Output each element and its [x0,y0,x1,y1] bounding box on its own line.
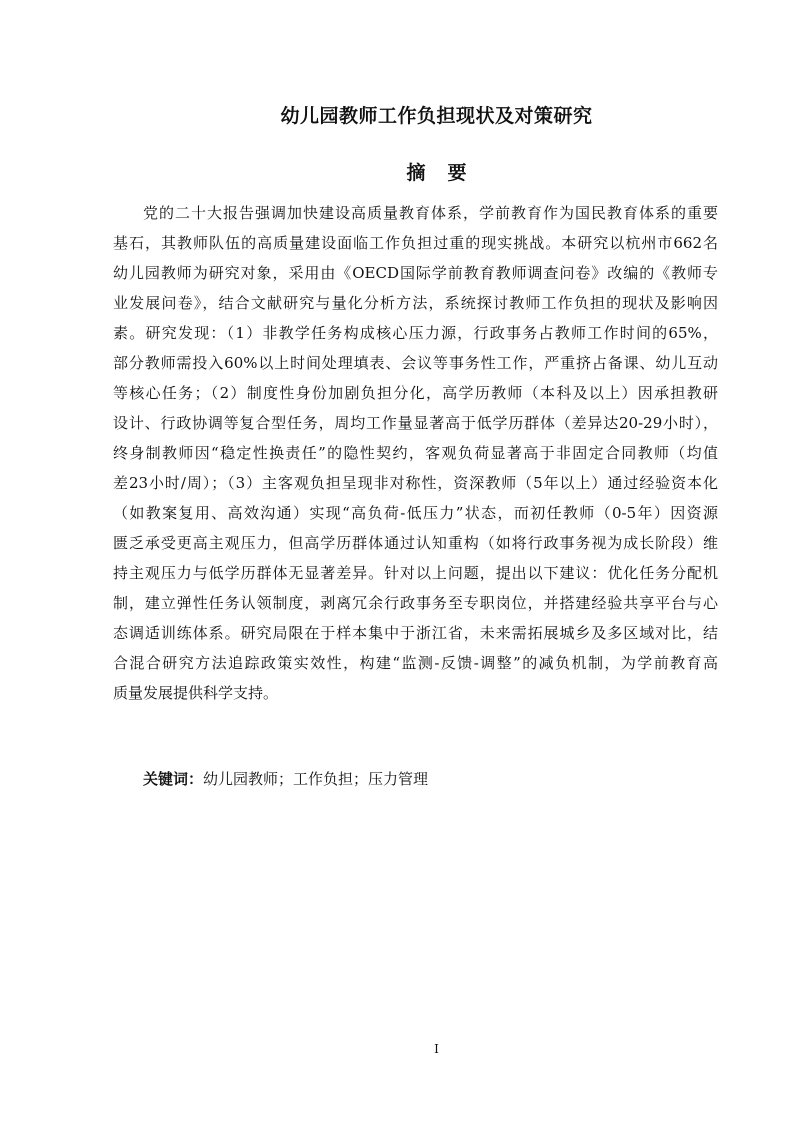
abstract-line: 幼儿园教师为研究对象，采用由《OECD国际学前教育教师调查问卷》改编的《教师专 [113,264,718,282]
paper-title: 幼儿园教师工作负担现状及对策研究 [280,105,593,127]
abstract-line: 持主观压力与低学历群体无显著差异。针对以上问题，提出以下建议：优化任务分配机 [113,564,718,582]
keywords-value: 幼儿园教师；工作负担；压力管理 [203,770,429,788]
abstract-line: 基石，其教师队伍的高质量建设面临工作负担过重的现实挑战。本研究以杭州市662名 [113,234,718,252]
abstract-line: 党的二十大报告强调加快建设高质量教育体系，学前教育作为国民教育体系的重要 [143,204,718,222]
abstract-line: 差23小时/周）；（3）主客观负担呈现非对称性，资深教师（5年以上）通过经验资本化 [113,474,718,492]
abstract-line: 部分教师需投入60%以上时间处理填表、会议等事务性工作，严重挤占备课、幼儿互动 [113,354,718,372]
abstract-body [113,198,718,708]
abstract-line: （如教案复用、高效沟通）实现“高负荷-低压力”状态，而初任教师（0-5年）因资源 [113,504,718,522]
abstract-heading-char-2: 要 [447,162,467,184]
abstract-heading [40,158,793,185]
keywords-label: 关键词： [143,770,204,788]
abstract-line: 制，建立弹性任务认领制度，剥离冗余行政事务至专职岗位，并搭建经验共享平台与心 [113,594,718,612]
abstract-line: 匮乏承受更高主观压力，但高学历群体通过认知重构（如将行政事务视为成长阶段）维 [113,534,718,552]
abstract-line: 设计、行政协调等复合型任务，周均工作量显著高于低学历群体（差异达20-29小时）， [113,414,718,432]
abstract-line: 业发展问卷》，结合文献研究与量化分析方法，系统探讨教师工作负担的现状及影响因 [113,294,718,312]
abstract-line: 合混合研究方法追踪政策实效性，构建“监测-反馈-调整”的减负机制，为学前教育高 [113,654,718,672]
page-number: I [434,1042,439,1056]
abstract-heading-char-1: 摘 [406,162,426,184]
keywords [143,764,428,794]
abstract-line: 终身制教师因“稳定性换责任”的隐性契约，客观负荷显著高于非固定合同教师（均值 [113,444,718,462]
abstract-line: 等核心任务；（2）制度性身份加剧负担分化，高学历教师（本科及以上）因承担教研 [113,384,718,402]
abstract-line: 质量发展提供科学支持。 [113,684,279,702]
abstract-line: 素。研究发现：（1）非教学任务构成核心压力源，行政事务占教师工作时间的65%， [113,324,718,342]
abstract-line: 态调适训练体系。研究局限在于样本集中于浙江省，未来需拓展城乡及多区域对比，结 [113,624,718,642]
